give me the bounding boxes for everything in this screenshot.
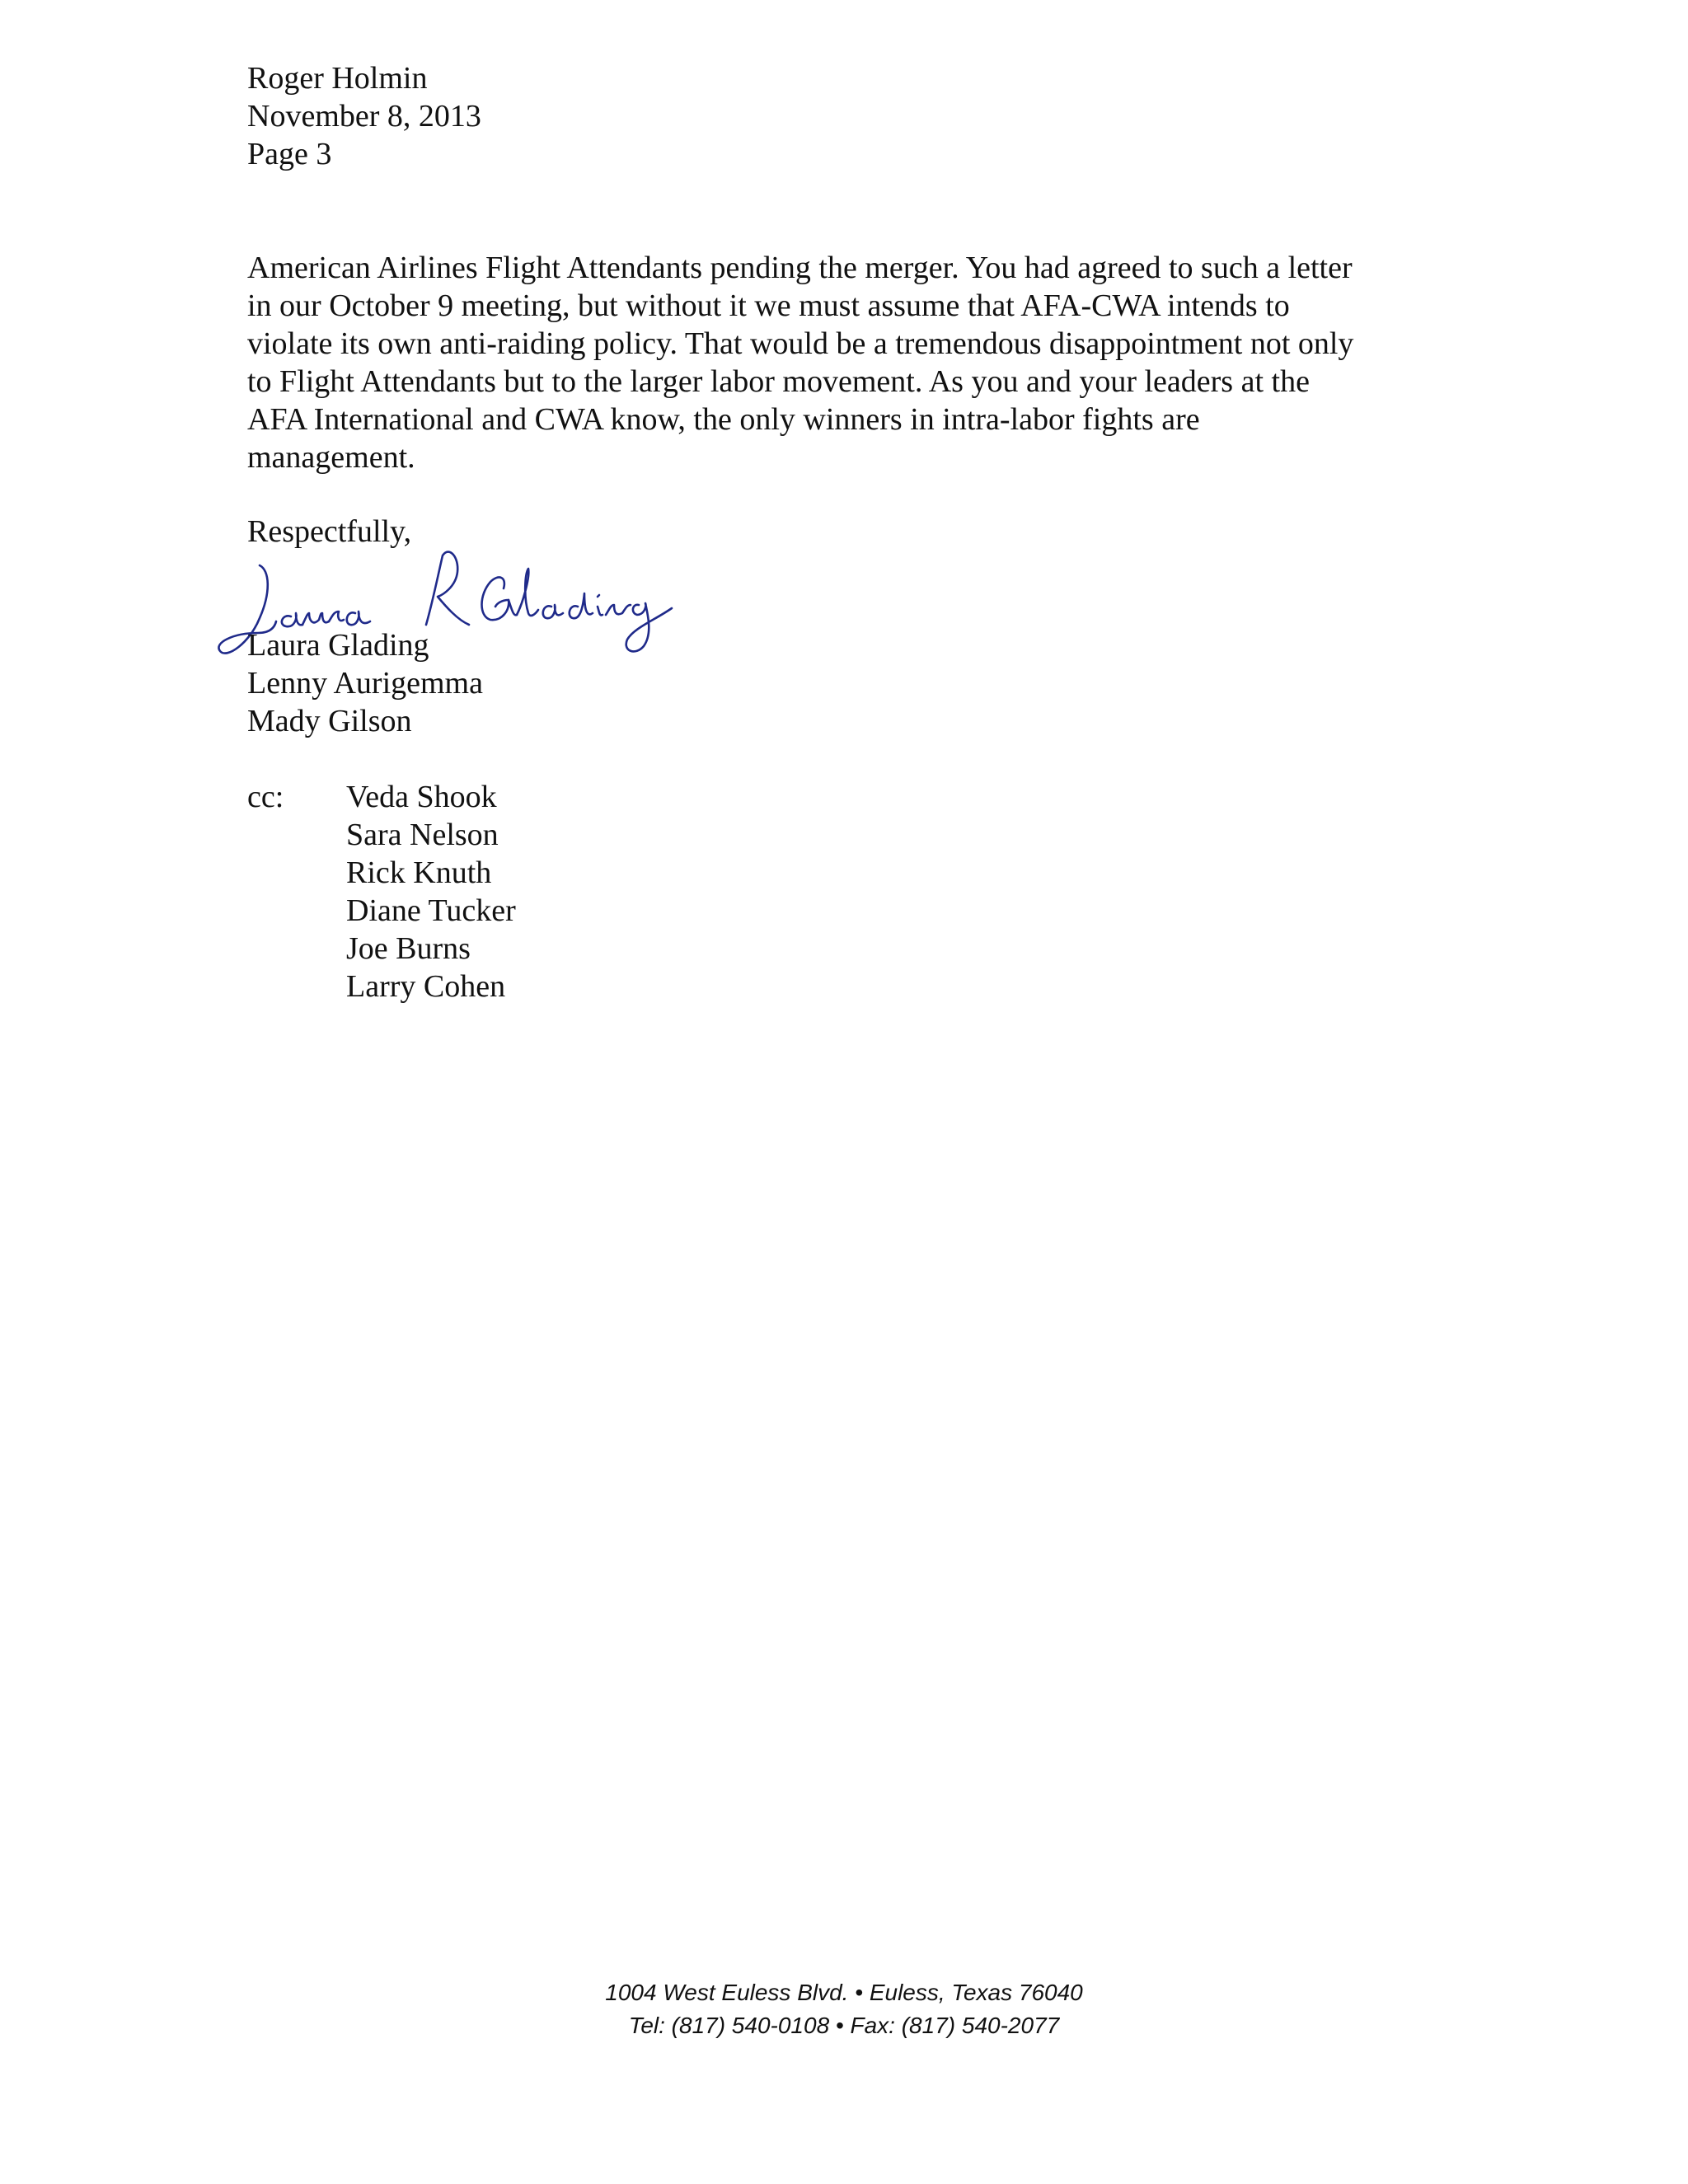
body-line: American Airlines Flight Attendants pending the merger. You had agreed to such a letter [247,251,1353,285]
page-number: Page 3 [247,137,332,171]
recipient-name: Roger Holmin [247,61,428,96]
body-line: in our October 9 meeting, but without it we must assume that AFA-CWA intends to [247,288,1290,323]
cc-name: Sara Nelson [346,818,499,852]
footer-phone: Tel: (817) 540-0108 • Fax: (817) 540-2077 [628,2013,1060,2038]
letterhead-footer [0,1976,1688,2042]
letter-header [247,59,481,173]
body-paragraph [247,249,1434,476]
cc-label: cc: [247,780,284,814]
closing-salutation: Respectfully, [247,514,412,549]
body-line: AFA International and CWA know, the only winners in intra-labor fights are [247,402,1200,437]
body-line: violate its own anti-raiding policy. That would be a tremendous disappointment not only [247,326,1354,361]
body-line: to Flight Attendants but to the larger labor movement. As you and your leaders at the [247,364,1310,399]
cc-name: Veda Shook [346,780,497,814]
signer-name: Mady Gilson [247,704,412,738]
body-line: management. [247,440,415,475]
letter-date: November 8, 2013 [247,99,481,134]
cc-name: Rick Knuth [346,855,492,890]
signer-name: Lenny Aurigemma [247,666,483,701]
footer-address: 1004 West Euless Blvd. • Euless, Texas 76040 [605,1980,1083,2005]
signer-name: Laura Glading [247,628,429,663]
signers-list [247,626,483,740]
cc-name: Joe Burns [346,931,471,966]
cc-name: Diane Tucker [346,893,516,928]
cc-list [346,778,516,1005]
cc-name: Larry Cohen [346,969,506,1004]
